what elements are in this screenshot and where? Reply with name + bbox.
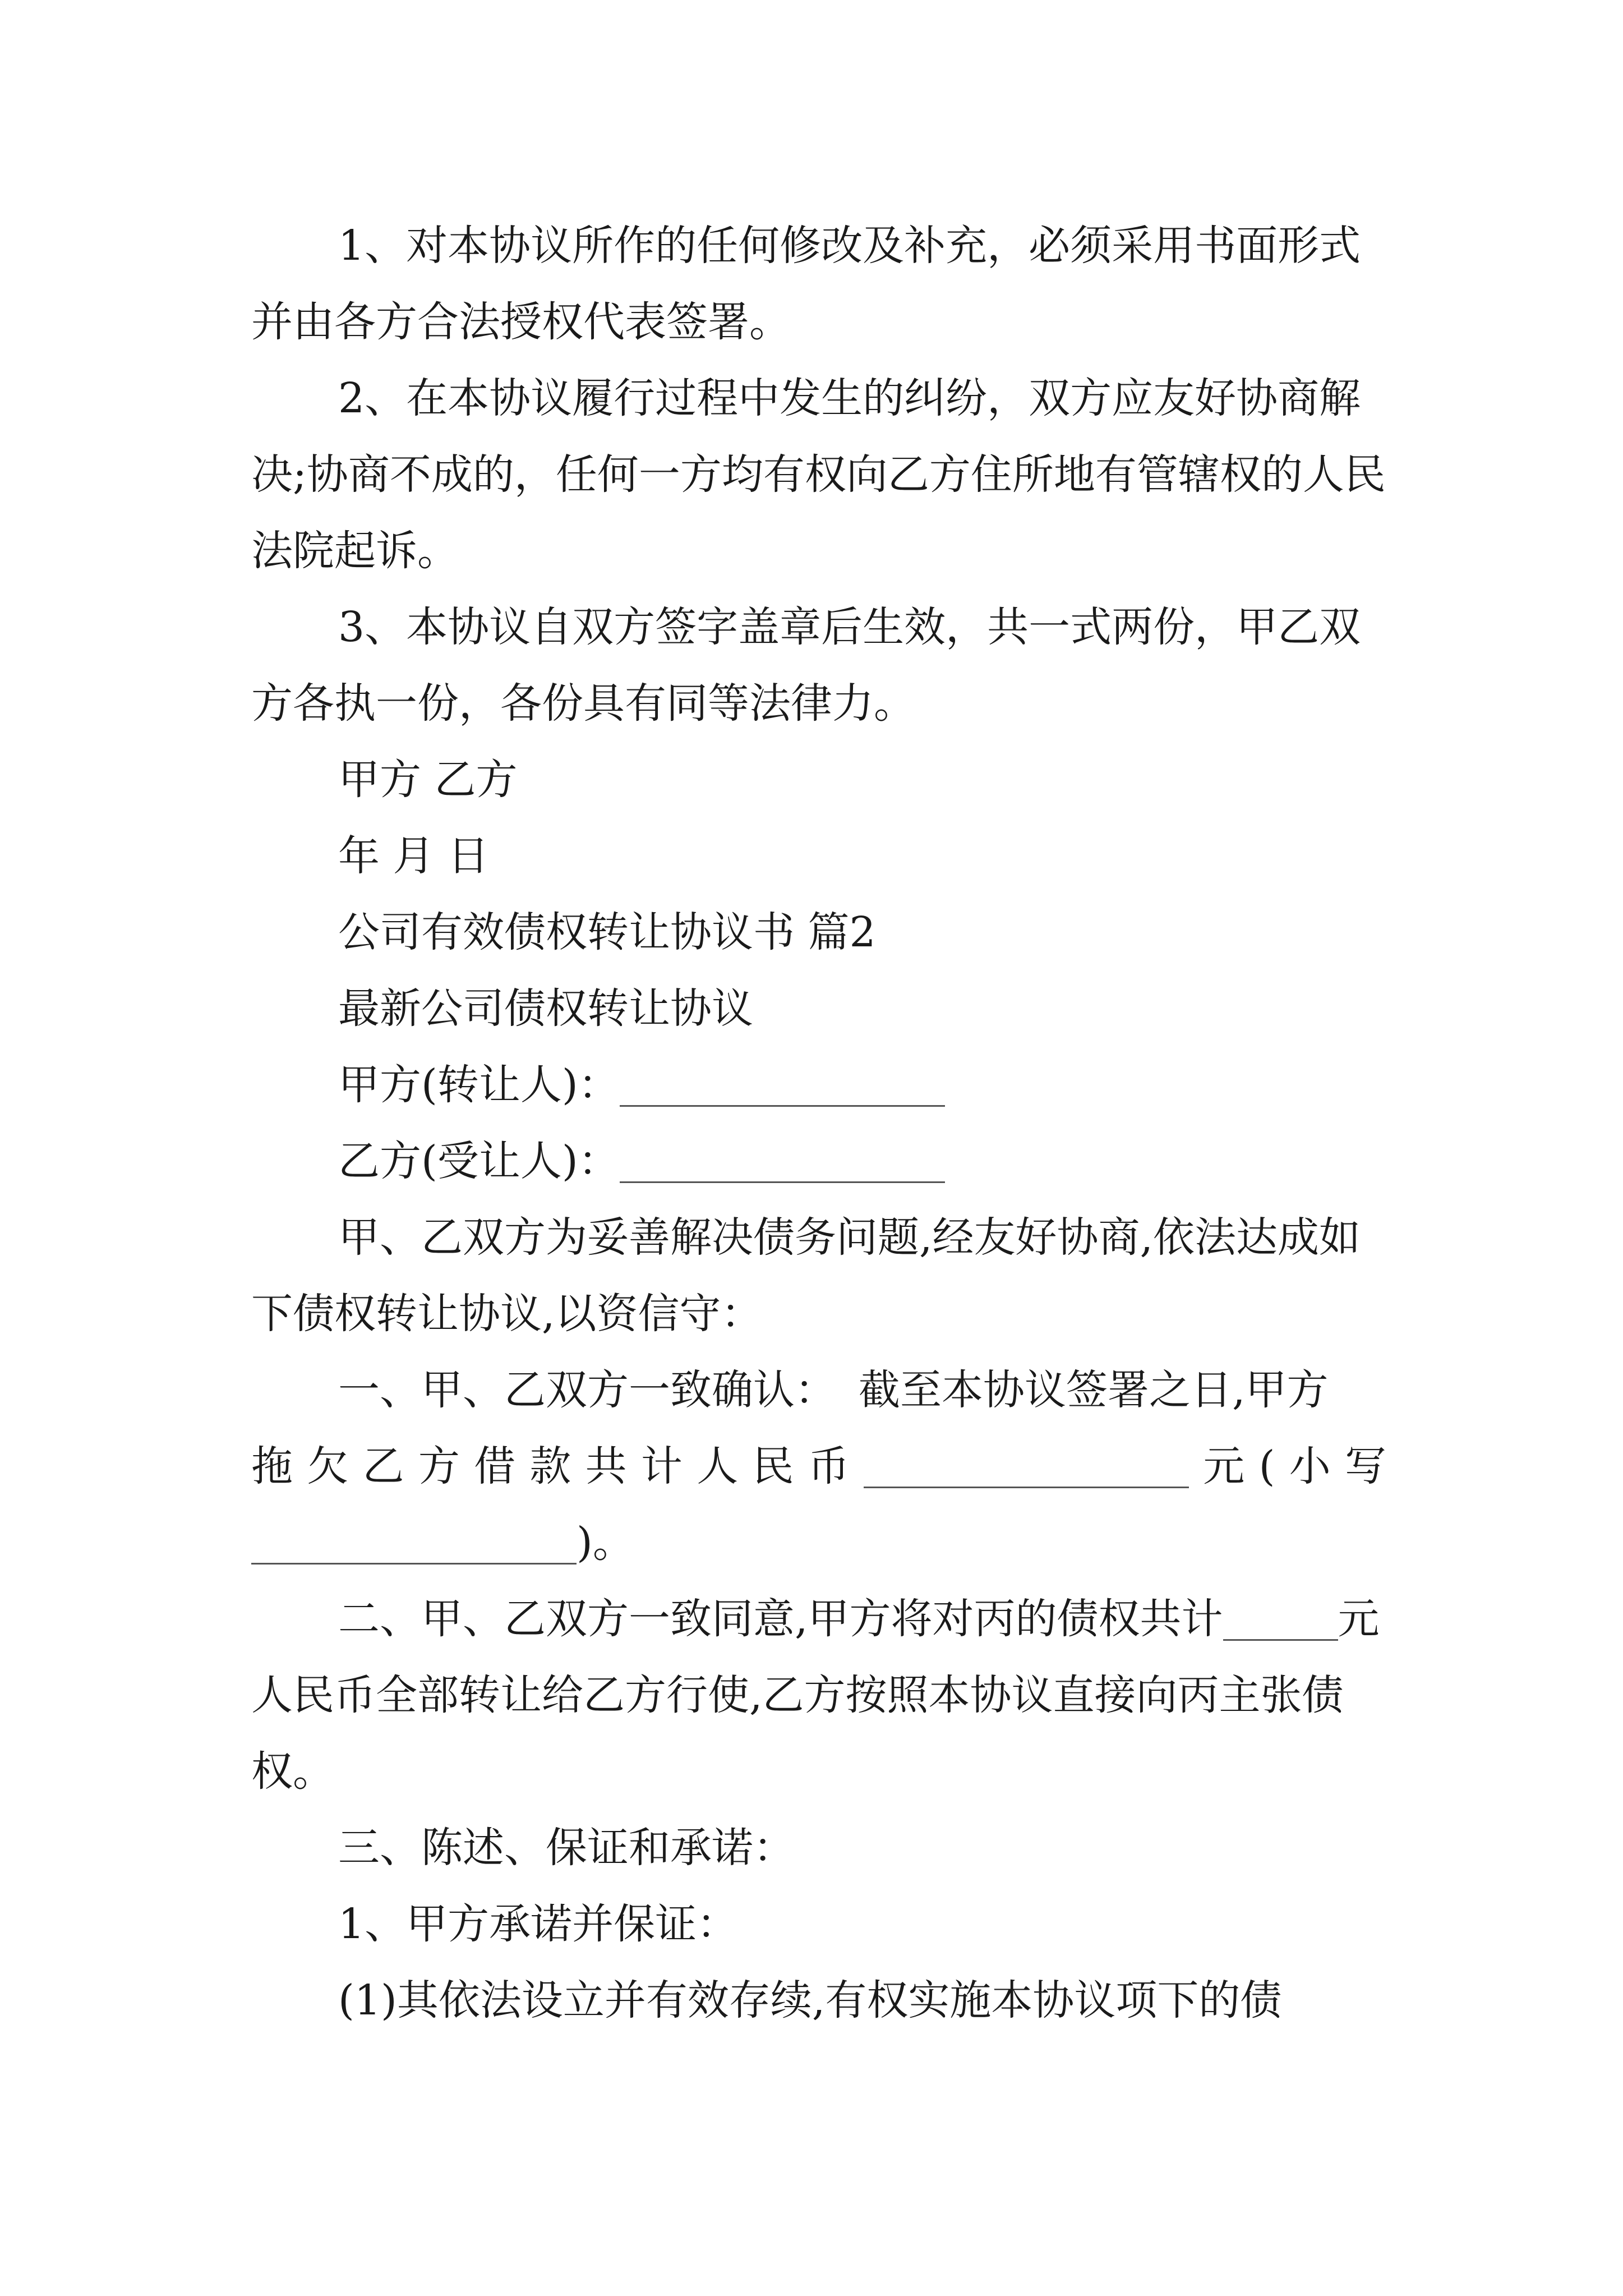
section-heading: 公司有效债权转让协议书 篇2	[338, 908, 876, 956]
clause-3-title: 三、陈述、保证和承诺：	[338, 1824, 795, 1872]
clause-2-text-b: 元人民币全部转让给乙方行使,乙方按照本协议直接向丙主张债权。	[251, 1595, 1380, 1796]
clause-1-amount-blank	[864, 1437, 1189, 1488]
party-a-label: 甲方(转让人)：	[338, 1061, 620, 1109]
clause-2	[251, 1581, 1386, 1810]
clause-1-line-3	[251, 1504, 1386, 1581]
clause-1-amount-text: 拖欠乙方借款共计人民币	[251, 1442, 864, 1490]
paragraph-amendment: 1、对本协议所作的任何修改及补充，必须采用书面形式并由各方合法授权代表签署。	[251, 222, 1361, 346]
clause-1-end: )。	[577, 1519, 634, 1567]
clause-3-1-1: (1)其依法设立并有效存续,有权实施本协议项下的债	[338, 1976, 1282, 2024]
party-a-blank	[620, 1056, 945, 1107]
clause-3-1: 1、甲方承诺并保证：	[338, 1900, 739, 1948]
clause-1-line-2	[251, 1428, 1386, 1504]
paragraph-effectiveness: 3、本协议自双方签字盖章后生效，共一式两份，甲乙双方各执一份，各份具有同等法律力。	[251, 603, 1361, 728]
clause-2-amount-blank	[1223, 1590, 1338, 1641]
clause-1-lowercase-text: 元(小写	[1189, 1442, 1387, 1490]
signature-date: 年 月 日	[338, 832, 490, 880]
clause-1-text: 截至本协议签署之日,甲方	[859, 1366, 1329, 1414]
clause-1-lowercase-blank	[251, 1513, 577, 1565]
agreement-subtitle: 最新公司债权转让协议	[338, 984, 753, 1033]
party-a-line	[251, 1047, 1386, 1123]
clause-1-line-1	[251, 1352, 1386, 1428]
paragraph-dispute: 2、在本协议履行过程中发生的纠纷，双方应友好协商解决;协商不成的，任何一方均有权向乙方住所地有管辖权的人民法院起诉。	[251, 374, 1386, 575]
clause-2-text-a: 二、甲、乙双方一致同意,甲方将对丙的债权共计	[338, 1595, 1223, 1643]
paragraph-intro: 甲、乙双方为妥善解决债务问题,经友好协商,依法达成如下债权转让协议,以资信守：	[251, 1213, 1361, 1338]
party-b-line	[251, 1123, 1386, 1199]
signature-parties: 甲方 乙方	[338, 756, 518, 804]
document-body	[251, 208, 1386, 2039]
party-b-blank	[620, 1132, 945, 1183]
party-b-label: 乙方(受让人)：	[338, 1137, 620, 1185]
clause-1-title: 一、甲、乙双方一致确认：	[338, 1366, 836, 1414]
